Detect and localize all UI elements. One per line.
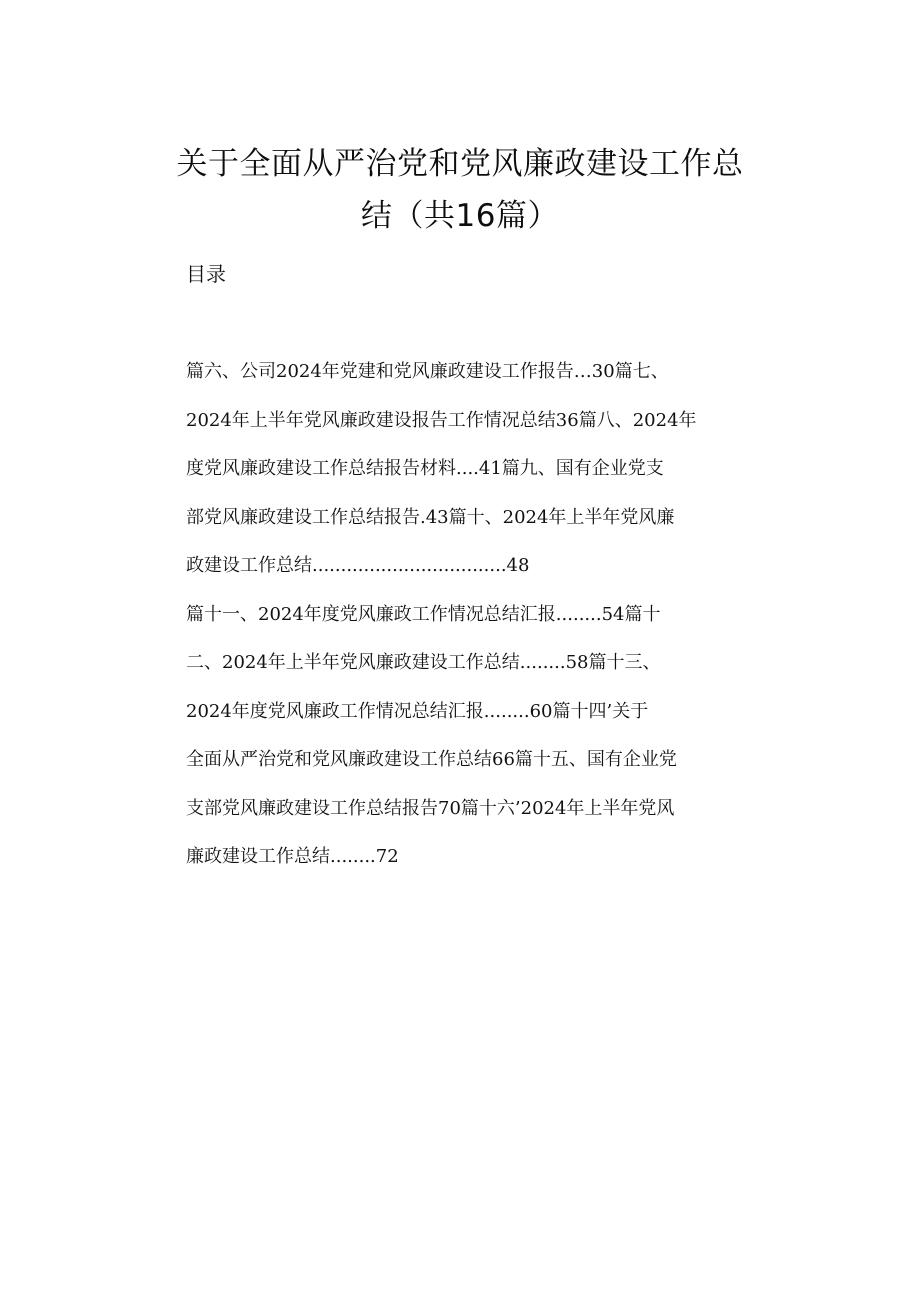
toc-line: 部党风廉政建设工作总结报告.43篇十、2024年上半年党风廉: [186, 506, 675, 528]
toc-line: 廉政建设工作总结........72: [186, 846, 399, 867]
toc-line: 政建设工作总结..................................48: [186, 555, 530, 576]
toc-line: 支部党风廉政建设工作总结报告70篇十六’2024年上半年党风: [186, 797, 675, 819]
table-of-contents: [186, 348, 846, 882]
toc-line: 篇十一、2024年度党风廉政工作情况总结汇报........54篇十: [186, 603, 661, 625]
toc-line: 2024年上半年党风廉政建设报告工作情况总结36篇八、2024年: [186, 409, 697, 431]
toc-heading: 目录: [186, 262, 226, 286]
title-line-1: 关于全面从严治党和党风廉政建设工作总: [176, 146, 744, 182]
toc-line: 篇六、公司2024年党建和党风廉政建设工作报告…30篇七、: [186, 361, 669, 382]
document-title: [0, 138, 920, 242]
toc-line: 度党风廉政建设工作总结报告材料....41篇九、国有企业党支: [186, 458, 664, 479]
title-line-2: 结（共16篇）: [361, 198, 559, 234]
toc-line: 2024年度党风廉政工作情况总结汇报........60篇十四’关于: [186, 700, 649, 722]
toc-line: 二、2024年上半年党风廉政建设工作总结........58篇十三、: [186, 652, 661, 673]
toc-line: 全面从严治党和党风廉政建设工作总结66篇十五、国有企业党: [186, 749, 677, 770]
